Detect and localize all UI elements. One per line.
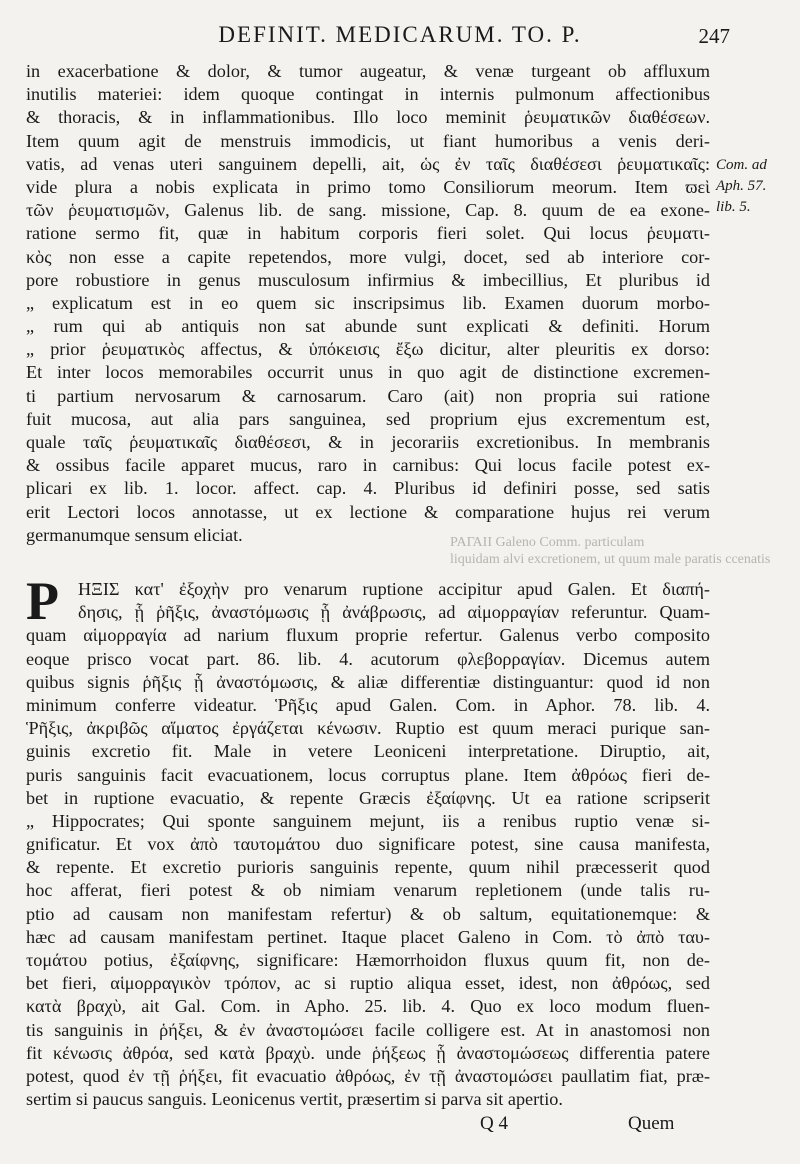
text-block-rhexis-entry	[26, 571, 710, 1111]
marginal-reference	[716, 155, 796, 218]
text-line: potest, quod ἐν τῇ ῥήξει, fit evacuatio ἀθρόως, ἐν τῇ ἀναστομώσει paullatim fiat, præ-	[26, 1065, 710, 1086]
text-line: gnificatur. Et vox ἀπὸ ταυτομάτου duo significare potest, sine causa manifesta,	[26, 834, 710, 855]
text-line: bet in ruptione evacuatio, & repente Græcis ἐξαίφνης. Ut ea ratione scripserit	[26, 787, 710, 808]
text-line: κὸς non esse a capite repetendos, more vulgi, docet, sed ab interiore cor-	[26, 246, 710, 267]
text-line: „ explicatum est in eo quem sic inscripsimus lib. Examen duorum morbo-	[26, 292, 710, 313]
text-line: guinis excretio fit. Male in vetere Leoniceni interpretatione. Diruptio, ait,	[26, 741, 710, 762]
text-line: τῶν ῥευματισμῶν, Galenus lib. de sang. missione, Cap. 8. quum de ea exone-	[26, 200, 710, 221]
running-title: DEFINIT. MEDICARUM. TO. P.	[218, 22, 582, 47]
page-header	[0, 18, 800, 52]
text-line: pore robustiore in genus musculosum infirmius & imbecillius, Et pluribus id	[26, 269, 710, 290]
text-line: quale ταῖς ῥευματικαῖς διαθέσεσι, & in jecorariis excretionibus. In membranis	[26, 432, 710, 452]
text-line: vatis, ad venas uteri sanguinem depelli, ait, ὡς ἐν ταῖς διαθέσεσι ῥευματικαῖς:	[26, 153, 710, 174]
text-line: sertim si paucus sanguis. Leonicenus vertit, præsertim si parva sit apertio.	[26, 1089, 563, 1110]
text-line: „ prior ῥευματικὸς affectus, & ὑπόκεισις ἔξω dicitur, alter pleuritis ex dorso:	[26, 339, 710, 360]
text-line: quibus signis ῥῆξις ᾗ ἀναστόμωσις, & aliæ differentiæ distinguantur: quod id non	[26, 671, 710, 692]
text-line: in exacerbatione & dolor, & tumor augeatur, & venæ turgeant ob affluxum	[26, 61, 710, 81]
text-line: inutilis materiei: idem quoque contingat in internis pulmonum affectionibus	[26, 84, 710, 105]
marginal-reference-line: lib. 5.	[716, 199, 751, 215]
text-line: δησις, ᾗ ῥῆξις, ἀναστόμωσις ᾗ ἀνάβρωσις, ad αἱμορραγίαν referuntur. Quam-	[78, 602, 710, 623]
text-line: ratione sermo fit, quæ in habitum corporis fieri solet. Qui locus ῥευματι-	[26, 223, 710, 244]
text-line: hæc ad causam manifestam pertinet. Itaque placet Galeno in Com. τὸ ἀπὸ ταυ-	[26, 926, 710, 947]
text-line: vide plura a nobis explicata in primo tomo Consiliorum meorum. Item ϖεὶ	[26, 176, 710, 197]
text-line: τομάτου potius, ἐξαίφνης, significare: Hæmorrhoidon fluxus quum fit, non de-	[26, 950, 710, 970]
drop-capital: P	[26, 571, 59, 631]
text-line: hoc afferat, fieri potest & ob nimiam venarum repletionem (unde talis ru-	[26, 880, 710, 901]
text-line: erit Lectori locos annotasse, ut ex lectione & comparatione hujus rei verum	[26, 501, 710, 522]
text-line: Ῥῆξις, ἀκριβῶς αἵματος ἐργάζεται κένωσιν. Ruptio est quum meraci purique san-	[26, 718, 710, 739]
bleed-through-line: ΡΑΓΑΙΙ Galeno Comm. particulam	[450, 535, 645, 550]
text-line: „ rum qui ab antiquis non sat abunde sunt explicati & definiti. Horum	[26, 316, 710, 337]
bleed-through-line: liquidam alvi excretionem, ut quum male paratis ccenatis	[450, 552, 771, 567]
text-block-definition-continued	[26, 60, 710, 547]
text-line: & ossibus facile apparet mucus, raro in carnibus: Qui locus facile potest ex-	[26, 455, 710, 476]
text-line: ptio ad causam non manifestam refertur) & ob saltum, equitationemque: &	[26, 903, 710, 924]
text-line: bet fieri, αἱμορραγικὸν τρόπον, ac si ruptio aliqua esset, idest, non ἀθρόως, sed	[26, 973, 710, 994]
catchword: Quem	[628, 1113, 675, 1134]
text-line: fit κένωσις ἀθρόα, sed κατὰ βραχὺ. unde ῥήξεως ᾗ ἀναστομώσεως differentia patere	[26, 1042, 710, 1063]
text-line: ΗΞΙΣ κατ' ἐξοχὴν pro venarum ruptione accipitur apud Galen. Et διαπή-	[78, 579, 710, 599]
text-line: „ Hippocrates; Qui sponte sanguinem mejunt, iis a renibus ruptio venæ si-	[26, 810, 710, 831]
text-line: ti partium nervosarum & carnosarum. Caro (ait) non propria sui ratione	[26, 385, 710, 406]
text-line: Item quum agit de menstruis immodicis, ut fiant humoribus a venis deri-	[26, 130, 710, 151]
text-line: eoque prisco vocat part. 86. lib. 4. acutorum φλεβορραγίαν. Dicemus autem	[26, 648, 710, 669]
text-line: fuit mucosa, aut alia pars sanguinea, sed proprium ejus excrementum est,	[26, 408, 710, 429]
page-footer	[0, 1113, 800, 1143]
page-number: 247	[698, 24, 730, 48]
text-line: tis sanguinis in ῥήξει, & ἐν ἀναστομώσει facile colligere est. At in anastomosi non	[26, 1019, 710, 1040]
text-line: plicari ex lib. 1. locor. affect. cap. 4. Pluribus id definiri posse, sed satis	[26, 478, 710, 499]
text-line: germanumque sensum eliciat.	[26, 524, 243, 545]
text-line: minimum conferre videatur. Ῥῆξις apud Galen. Com. in Aphor. 78. lib. 4.	[26, 694, 710, 715]
text-line: κατὰ βραχὺ, ait Gal. Com. in Apho. 25. lib. 4. Quo ex loco modum fluen-	[26, 996, 710, 1017]
signature-mark: Q 4	[480, 1113, 508, 1134]
text-line: quam αἱμορραγία ad narium fluxum proprie refertur. Galenus verbo composito	[26, 625, 710, 646]
marginal-reference-line: Aph. 57.	[716, 178, 767, 194]
marginal-reference-line: Com. ad	[716, 157, 767, 173]
text-line: & repente. Et excretio purioris sanguinis repente, quum nihil præcesserit quod	[26, 857, 710, 878]
text-line: puris sanguinis facit evacuationem, locus corruptus plane. Item ἀθρόως fieri de-	[26, 764, 710, 785]
bleed-through-text	[450, 534, 780, 568]
text-line: Et inter locos memorabiles occurrit unus in quo agit de distinctione excremen-	[26, 362, 710, 383]
text-line: & thoracis, & in inflammationibus. Illo loco meminit ῥευματικῶν διαθέσεων.	[26, 107, 710, 128]
